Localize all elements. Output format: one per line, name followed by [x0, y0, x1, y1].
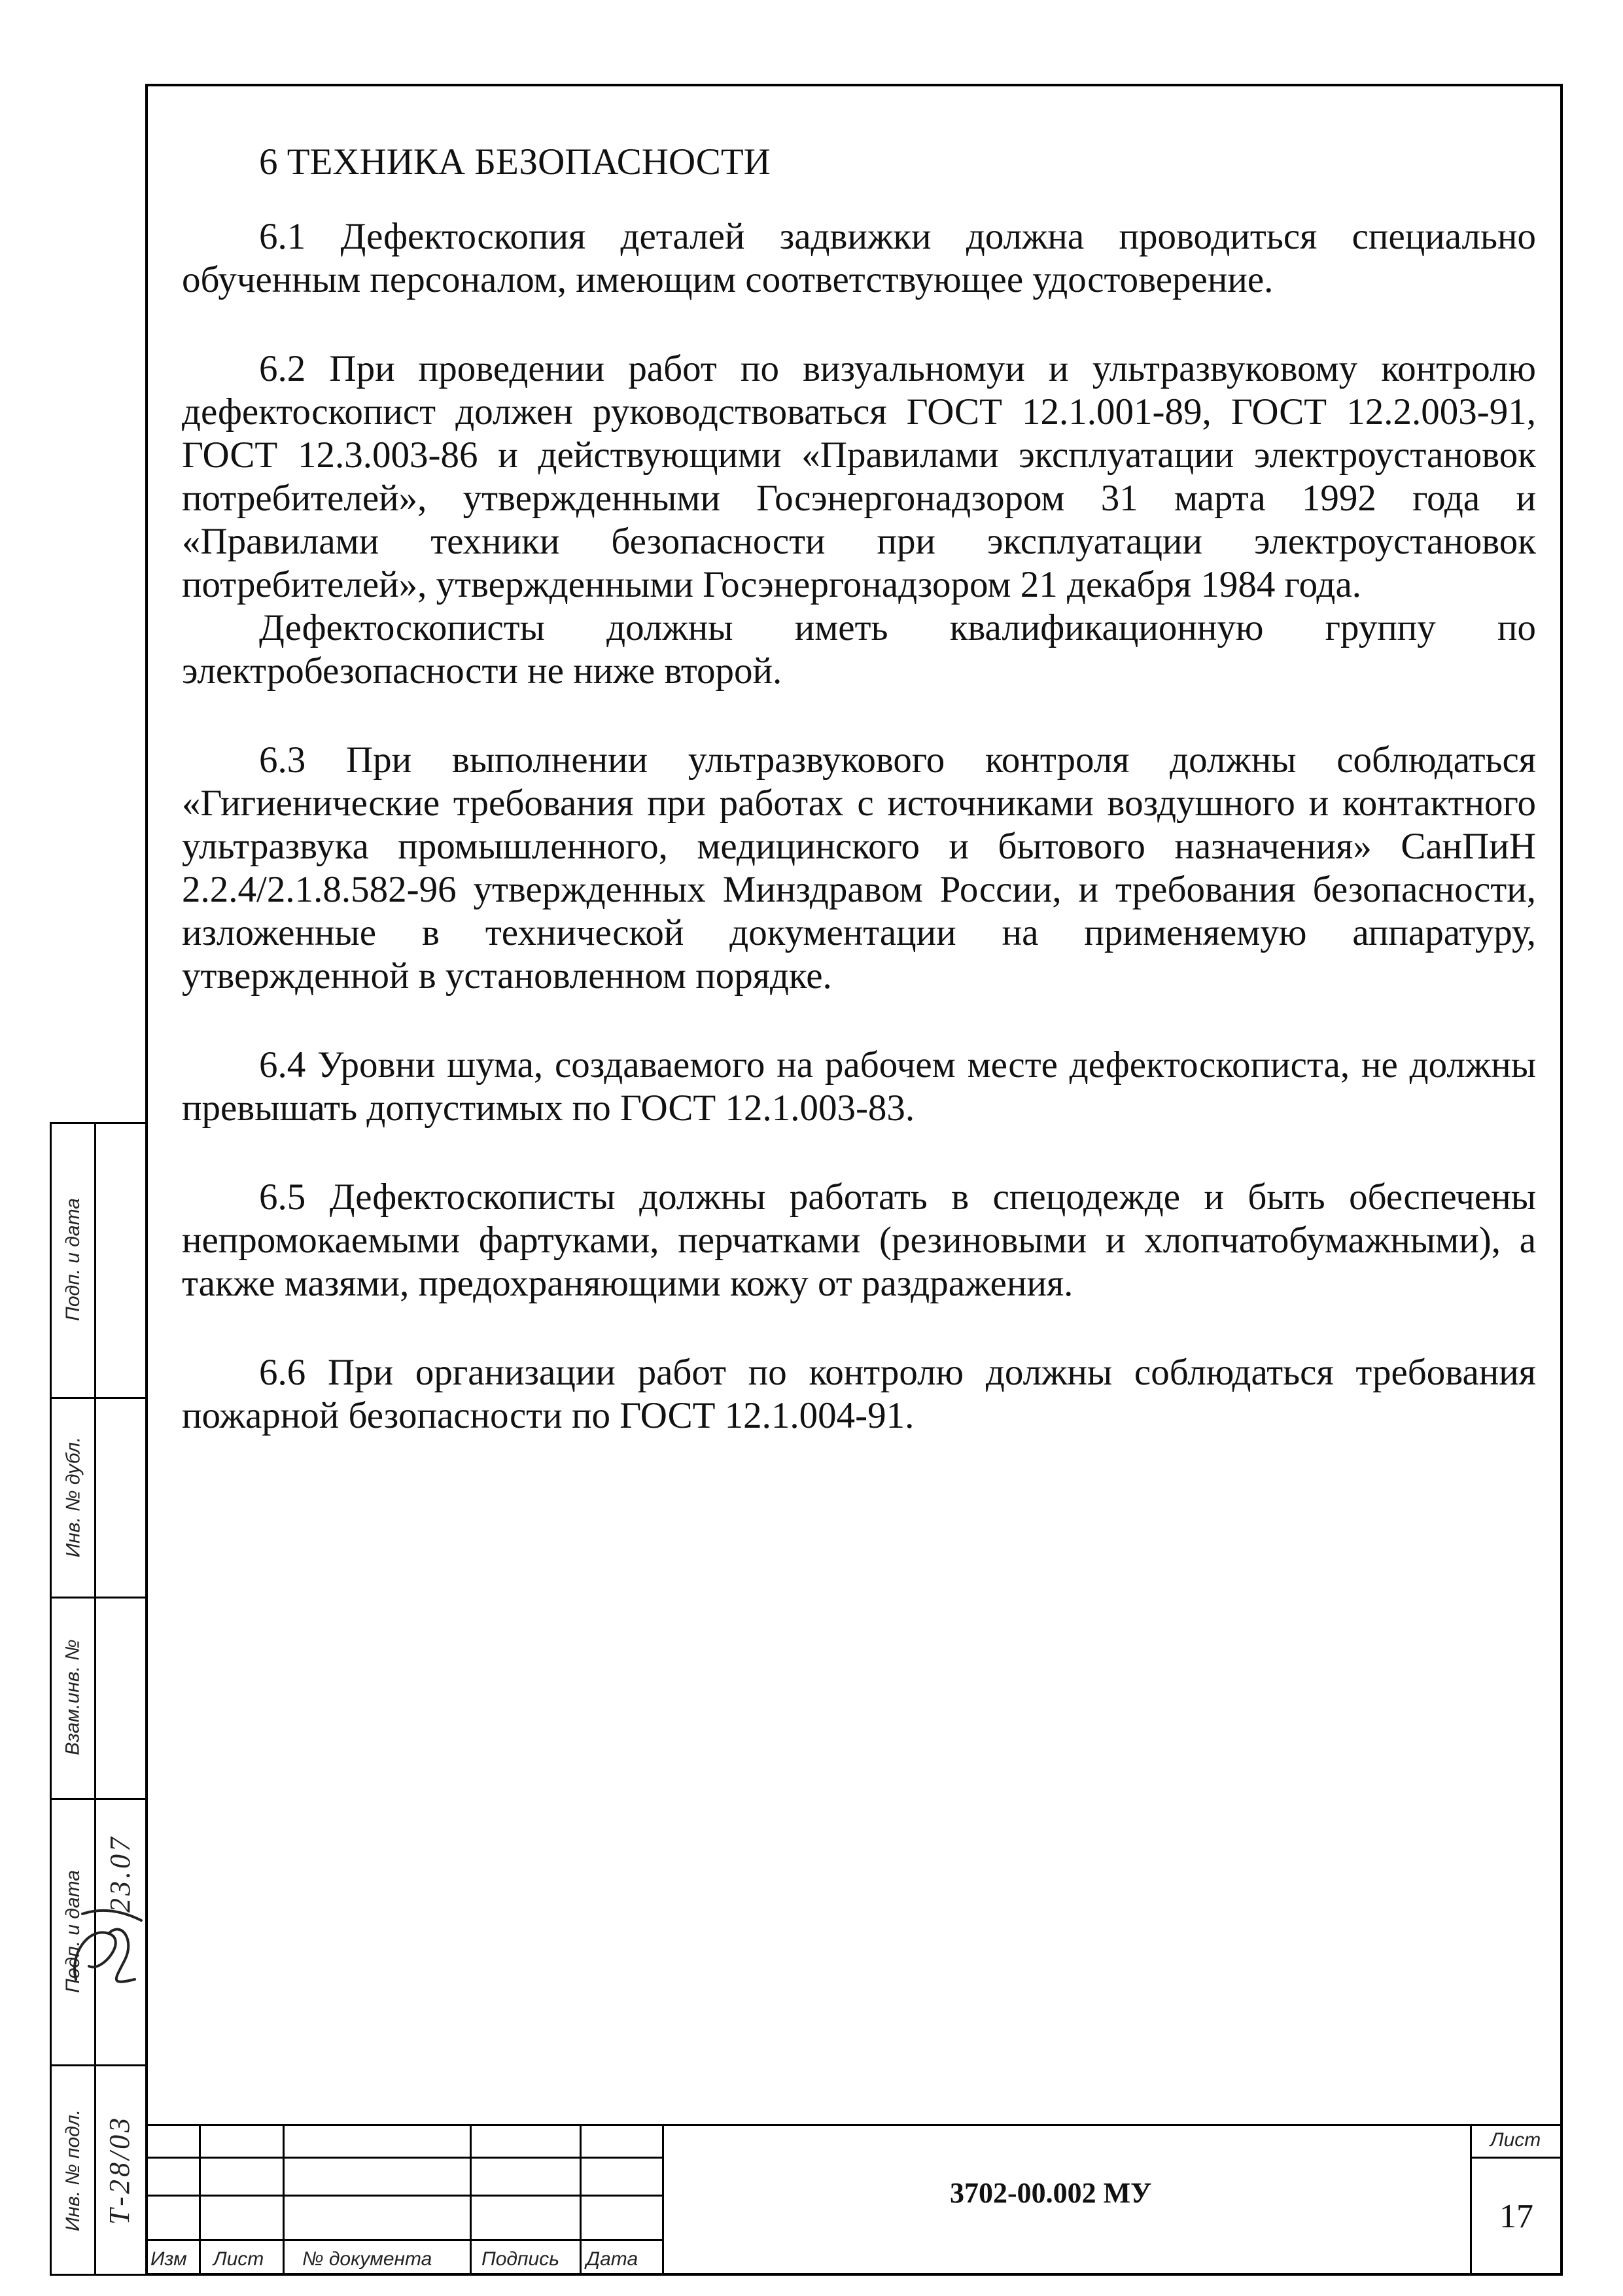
sheet-number: 17	[1499, 2198, 1533, 2235]
paragraph-6-4: 6.4 Уровни шума, создаваемого на рабочем месте дефектоскописта, не должны превышать допустимых по ГОСТ 12.1.003-83.	[182, 1044, 1536, 1129]
title-block	[145, 2124, 1563, 2276]
col-header-list: Лист	[213, 2248, 264, 2270]
signature-mark	[63, 1901, 148, 1999]
title-block-col-line	[283, 2124, 285, 2276]
title-block-col-line	[662, 2124, 664, 2276]
strip-label-inv-dubl: Инв. № дубл.	[62, 1436, 84, 1557]
title-block-row-line	[145, 2157, 662, 2159]
strip-label-vzam-inv: Взам.инв. №	[62, 1639, 84, 1756]
document-code: 3702-00.002 МУ	[950, 2177, 1152, 2209]
strip-label-inv-podl: Инв. № подл.	[62, 2109, 84, 2231]
handwritten-inventory-number: Т-28/03	[103, 2115, 136, 2225]
binding-strip	[50, 1122, 145, 2276]
col-header-izm: Изм	[150, 2248, 187, 2270]
handwritten-date: 23.07	[103, 1834, 136, 1913]
col-header-date: Дата	[586, 2248, 638, 2270]
sheet-label: Лист	[1490, 2129, 1541, 2151]
document-body	[182, 141, 1536, 1438]
strip-divider	[94, 1122, 96, 2276]
paragraph-6-6: 6.6 При организации работ по контролю должны соблюдаться требования пожарной безопасности по ГОСТ 12.1.004-91.	[182, 1352, 1536, 1436]
title-block-row-line	[145, 2239, 662, 2241]
title-block-col-line	[470, 2124, 472, 2276]
section-title: 6 ТЕХНИКА БЕЗОПАСНОСТИ	[259, 141, 771, 183]
col-header-document: № документа	[302, 2248, 432, 2270]
title-block-top-line	[145, 2124, 1563, 2126]
title-block-col-line	[199, 2124, 201, 2276]
strip-label-podp-data-2: Подп. и дата	[62, 1869, 84, 1993]
paragraph-6-3: 6.3 При выполнении ультразвукового контроля должны соблюдаться «Гигиенические требования при работах с источниками воздушного и контактного ультразвука промышленного, медицинского и бытового назначения» СанПиН 2.2.4/2.1.8.582-96 утвержденных Минздравом России, и требования безопасности, изложенные в технической документации на применяемую аппаратуру, утвержденной в установленном порядке.	[182, 739, 1536, 997]
title-block-row-line	[145, 2195, 662, 2197]
sheet-cell-line	[1470, 2157, 1563, 2159]
paragraph-6-2: 6.2 При проведении работ по визуальномуи и ультразвуковому контролю дефектоскопист должен руководствоваться ГОСТ 12.1.001-89, ГОСТ 12.2.003-91, ГОСТ 12.3.003-86 и действующими «Правилами эксплуатации электроустановок потребителей», утвержденными Госэнергонадзором 31 марта 1992 года и «Правилами техники безопасности при эксплуатации электроустановок потребителей», утвержденными Госэнергонадзором 21 декабря 1984 года.	[182, 348, 1536, 605]
title-block-col-line	[1470, 2124, 1472, 2276]
paragraph-6-5: 6.5 Дефектоскописты должны работать в спецодежде и быть обеспечены непромокаемыми фартуками, перчатками (резиновыми и хлопчатобумажными), а также мазями, предохраняющими кожу от раздражения.	[182, 1176, 1536, 1304]
col-header-signature: Подпись	[481, 2248, 559, 2270]
paragraph-6-1: 6.1 Дефектоскопия деталей задвижки должна проводиться специально обученным персоналом, имеющим соответствующее удостоверение.	[182, 216, 1536, 300]
title-block-col-line	[580, 2124, 582, 2276]
paragraph-6-2-qualification: Дефектоскописты должны иметь квалификационную группу по электробезопасности не ниже второй.	[182, 607, 1536, 692]
strip-label-podp-data: Подп. и дата	[62, 1198, 84, 1321]
